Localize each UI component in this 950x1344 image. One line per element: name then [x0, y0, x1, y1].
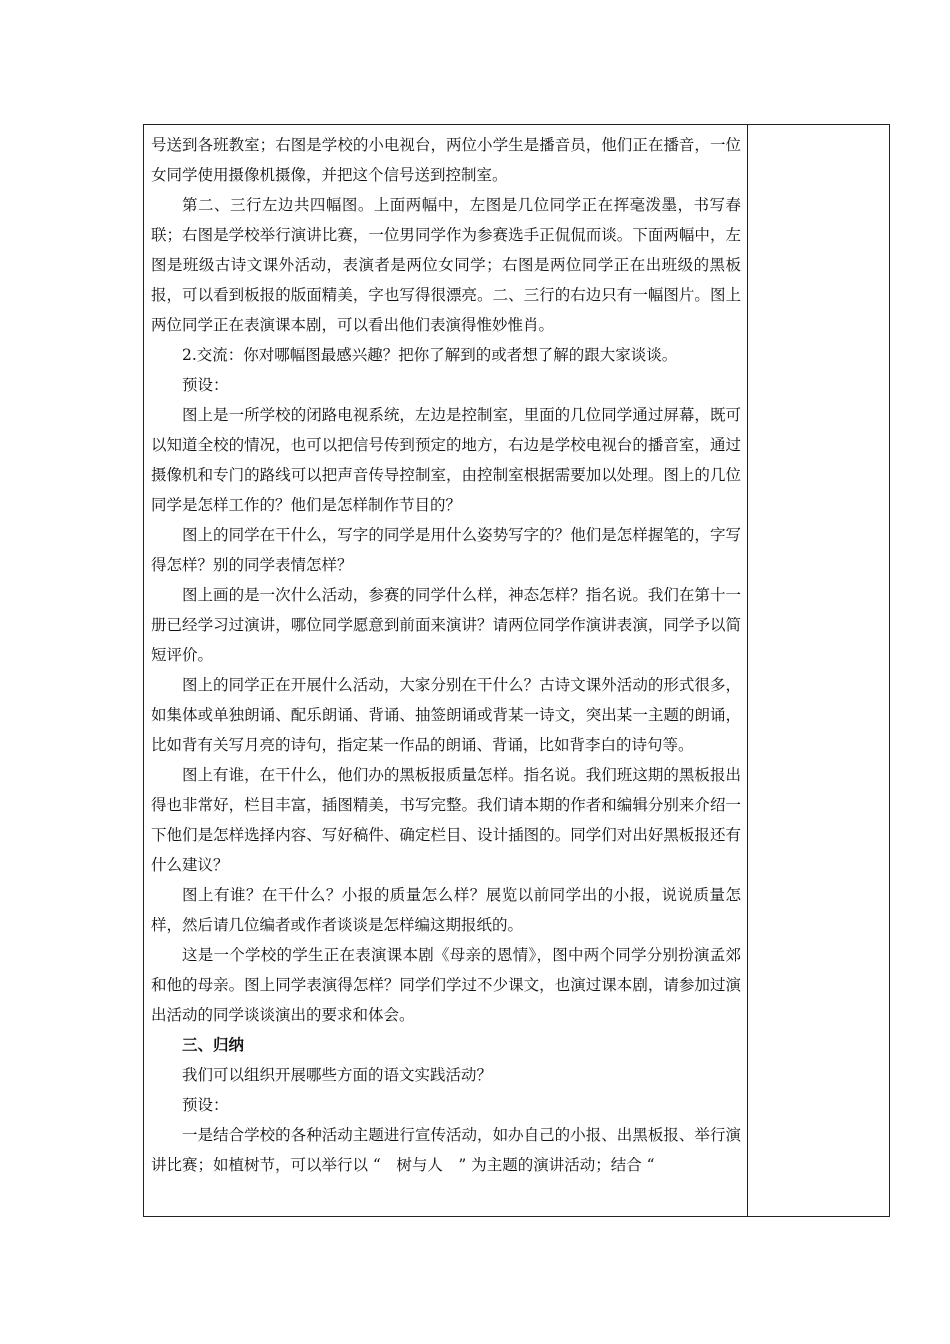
paragraph: 第二、三行左边共四幅图。上面两幅中，左图是几位同学正在挥毫泼墨，书写春联；右图是学校举行演讲比赛，一位男同学作为参赛选手正侃侃而谈。下面两幅中，左图是班级古诗文课外活动，表演者是两位女同学；右图是两位同学正在出班级的黑板报，可以看到板报的版面精美，字也写得很漂亮。二、三行的右边只有一幅图片。图上两位同学正在表演课本剧，可以看出他们表演得惟妙惟肖。	[151, 196, 741, 334]
paragraph: 预设：	[182, 376, 229, 394]
section-heading: 三、归纳	[182, 1036, 245, 1054]
paragraph: 图上是一所学校的闭路电视系统，左边是控制室，里面的几位同学通过屏幕，既可以知道全校的情况，也可以把信号传到预定的地方，右边是学校电视台的播音室，通过摄像机和专门的路线可以把声音传导控制室，由控制室根据需要加以处理。图上的几位同学是怎样工作的？他们是怎样制作节目的？	[151, 406, 741, 514]
paragraph: 号送到各班教室；右图是学校的小电视台，两位小学生是播音员，他们正在播音，一位女同学使用摄像机摄像，并把这个信号送到控制室。	[151, 136, 741, 184]
paragraph: 2.交流：你对哪幅图最感兴趣？把你了解到的或者想了解的跟大家谈谈。	[182, 346, 678, 364]
paragraph: 这是一个学校的学生正在表演课本剧《母亲的恩情》，图中两个同学分别扮演孟郊和他的母亲。图上同学表演得怎样？同学们学过不少课文，也演过课本剧，请参加过演出活动的同学谈谈演出的要求和体会。	[151, 946, 741, 1024]
paragraph: 图上的同学正在开展什么活动，大家分别在干什么？古诗文课外活动的形式很多，如集体或单独朗诵、配乐朗诵、背诵、抽签朗诵或背某一诗文，突出某一主题的朗诵，比如背有关写月亮的诗句，指定某一作品的朗诵、背诵，比如背李白的诗句等。	[151, 676, 741, 754]
paragraph: 图上的同学在干什么，写字的同学是用什么姿势写字的？他们是怎样握笔的，字写得怎样？别的同学表情怎样？	[151, 526, 741, 574]
paragraph: 图上有谁？在干什么？小报的质量怎么样？展览以前同学出的小报，说说质量怎样，然后请几位编者或作者谈谈是怎样编这期报纸的。	[151, 886, 741, 934]
lesson-table	[143, 124, 890, 1217]
lesson-content-cell	[151, 130, 741, 1180]
paragraph: 我们可以组织开展哪些方面的语文实践活动？	[182, 1066, 493, 1084]
paragraph: 图上画的是一次什么活动，参赛的同学什么样，神态怎样？指名说。我们在第十一册已经学习过演讲，哪位同学愿意到前面来演讲？请两位同学作演讲表演，同学予以简短评价。	[151, 586, 741, 664]
column-divider	[747, 125, 748, 1216]
paragraph: 一是结合学校的各种活动主题进行宣传活动，如办自己的小报、出黑板报、举行演讲比赛；如植树节，可以举行以 “ 树与人 ” 为主题的演讲活动；结合 “	[151, 1126, 741, 1174]
paragraph: 图上有谁，在干什么，他们办的黑板报质量怎样。指名说。我们班这期的黑板报出得也非常好，栏目丰富，插图精美，书写完整。我们请本期的作者和编辑分别来介绍一下他们是怎样选择内容、写好稿件、确定栏目、设计插图的。同学们对出好黑板报还有什么建议？	[151, 766, 741, 874]
paragraph: 预设：	[182, 1096, 229, 1114]
